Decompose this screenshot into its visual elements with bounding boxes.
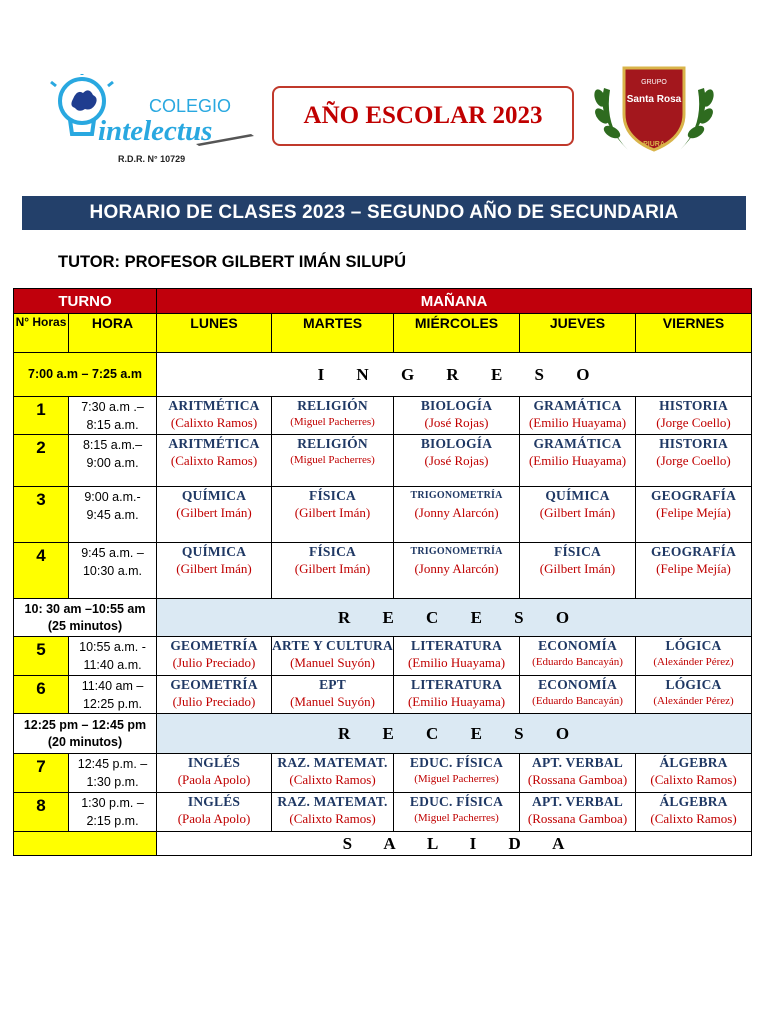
- class-cell: [157, 676, 272, 714]
- subject-name: EDUC. FÍSICA: [409, 794, 504, 809]
- subject-name: ÁLGEBRA: [659, 755, 728, 770]
- teacher-name: (Jonny Alarcón): [414, 561, 499, 576]
- teacher-name: (Emilio Huayama): [407, 655, 506, 670]
- period-end: 9:00 a.m.: [86, 456, 139, 470]
- period-time: [69, 435, 157, 487]
- class-cell: [272, 543, 394, 599]
- period-number: 5: [14, 637, 69, 676]
- teacher-name: (Calixto Ramos): [650, 772, 737, 787]
- ingreso-time-text: 7:00 a.m – 7:25 a.m: [28, 367, 142, 381]
- subject-name: RAZ. MATEMAT.: [277, 755, 388, 770]
- class-cell: [636, 487, 752, 543]
- subject-name: GEOGRAFÍA: [650, 544, 737, 559]
- period-row: [14, 754, 752, 793]
- subject-name: LÓGICA: [665, 677, 722, 692]
- subject-name: ECONOMÍA: [538, 677, 617, 692]
- teacher-name: (Eduardo Bancayán): [532, 695, 623, 707]
- subject-name: ECONOMÍA: [538, 638, 617, 653]
- teacher-name: (Manuel Suyón): [290, 655, 375, 670]
- subject-name: FÍSICA: [309, 488, 356, 503]
- teacher-name: (Gilbert Imán): [294, 505, 371, 520]
- subject-name: ARTE Y CULTURA: [272, 638, 393, 653]
- teacher-name: (Gilbert Imán): [176, 561, 252, 576]
- period-end: 10:30 a.m.: [82, 564, 143, 578]
- teacher-name: (Emilio Huayama): [407, 694, 506, 709]
- class-cell: [636, 754, 752, 793]
- period-time: [69, 637, 157, 676]
- day-header: LUNES: [157, 314, 272, 353]
- class-cell: [157, 754, 272, 793]
- subject-name: HISTORIA: [659, 436, 728, 451]
- period-number: 7: [14, 754, 69, 793]
- class-cell: [394, 793, 520, 832]
- subject-name: EPT: [319, 677, 346, 692]
- class-schedule-table: [13, 288, 752, 856]
- subject-name: TRIGONOMETRÍA: [410, 490, 503, 501]
- day-header: MIÉRCOLES: [394, 314, 520, 353]
- class-cell: [272, 435, 394, 487]
- period-start: 9:00 a.m.-: [84, 490, 141, 504]
- subject-name: APT. VERBAL: [532, 794, 623, 809]
- subject-name: BIOLOGÍA: [420, 398, 493, 413]
- emblem-name: Santa Rosa: [626, 94, 682, 105]
- emblem-city: PIURA: [643, 141, 665, 148]
- class-cell: [157, 793, 272, 832]
- class-cell: [157, 543, 272, 599]
- teacher-name: (Paola Apolo): [177, 811, 251, 826]
- period-end: 1:30 p.m.: [86, 775, 139, 789]
- subject-name: QUÍMICA: [181, 544, 247, 559]
- rdr-number: R.D.R. N° 10729: [118, 154, 186, 164]
- day-header: MARTES: [272, 314, 394, 353]
- teacher-name: (Emilio Huayama): [528, 453, 627, 468]
- recess1-banner: R E C E S O: [157, 599, 752, 637]
- teacher-name: (Paola Apolo): [177, 772, 251, 787]
- teacher-name: (Jorge Coello): [656, 415, 731, 430]
- emblem-group: GRUPO: [641, 79, 667, 86]
- teacher-name: (Rossana Gamboa): [527, 772, 628, 787]
- period-time: [69, 793, 157, 832]
- teacher-name: (Miguel Pacherres): [290, 416, 375, 428]
- class-cell: [520, 637, 636, 676]
- period-number: 3: [14, 487, 69, 543]
- subject-name: QUÍMICA: [545, 488, 610, 503]
- teacher-name: (Rossana Gamboa): [527, 811, 628, 826]
- period-number: 4: [14, 543, 69, 599]
- tutor-line: TUTOR: PROFESOR GILBERT IMÁN SILUPÚ: [58, 253, 407, 271]
- subject-name: RAZ. MATEMAT.: [277, 794, 388, 809]
- class-cell: [394, 487, 520, 543]
- period-row: [14, 435, 752, 487]
- teacher-name: (José Rojas): [424, 453, 489, 468]
- class-cell: [520, 676, 636, 714]
- class-cell: [272, 487, 394, 543]
- class-cell: [157, 435, 272, 487]
- teacher-name: (Gilbert Imán): [539, 505, 616, 520]
- teacher-name: (Gilbert Imán): [294, 561, 371, 576]
- teacher-name: (Gilbert Imán): [176, 505, 252, 520]
- class-cell: [636, 543, 752, 599]
- teacher-name: (Felipe Mejía): [656, 561, 731, 576]
- period-row: [14, 487, 752, 543]
- recess2-time: [14, 714, 157, 754]
- period-end: 9:45 a.m.: [86, 508, 139, 522]
- class-cell: [272, 676, 394, 714]
- teacher-name: (Emilio Huayama): [528, 415, 627, 430]
- class-cell: [394, 637, 520, 676]
- class-cell: [636, 676, 752, 714]
- subject-name: INGLÉS: [187, 794, 241, 809]
- subject-name: EDUC. FÍSICA: [409, 755, 504, 770]
- subject-name: GRAMÁTICA: [533, 398, 622, 413]
- teacher-name: (Calixto Ramos): [289, 811, 376, 826]
- period-end: 2:15 p.m.: [86, 814, 139, 828]
- period-time: [69, 487, 157, 543]
- class-cell: [520, 754, 636, 793]
- period-row: [14, 637, 752, 676]
- class-cell: [636, 435, 752, 487]
- period-time: [69, 676, 157, 714]
- subject-name: HISTORIA: [659, 398, 728, 413]
- period-start: 12:45 p.m. –: [77, 757, 148, 771]
- class-cell: [272, 397, 394, 435]
- subject-name: GEOMETRÍA: [170, 638, 258, 653]
- ingreso-time: [14, 353, 157, 397]
- hour-header: HORA: [69, 314, 157, 353]
- class-cell: [272, 754, 394, 793]
- recess2-banner: R E C E S O: [157, 714, 752, 754]
- school-logo: [46, 74, 256, 166]
- class-cell: [394, 543, 520, 599]
- subject-name: TRIGONOMETRÍA: [410, 546, 503, 557]
- class-cell: [394, 435, 520, 487]
- subject-name: GRAMÁTICA: [533, 436, 622, 451]
- class-cell: [636, 637, 752, 676]
- class-cell: [520, 487, 636, 543]
- manana-header: MAÑANA: [157, 289, 752, 314]
- recess2-time-text: (20 minutos): [47, 734, 123, 749]
- teacher-name: (Eduardo Bancayán): [532, 656, 623, 668]
- subject-name: LITERATURA: [411, 677, 503, 692]
- subject-name: RELIGIÓN: [297, 436, 368, 451]
- class-cell: [272, 793, 394, 832]
- recess1-time: [14, 599, 157, 637]
- subject-name: BIOLOGÍA: [420, 436, 493, 451]
- school-word: COLEGIO: [149, 96, 232, 116]
- period-number: 1: [14, 397, 69, 435]
- period-start: 7:30 a.m .–: [81, 400, 144, 414]
- salida-banner: S A L I D A: [157, 832, 752, 856]
- subject-name: RELIGIÓN: [297, 398, 368, 413]
- period-start: 10:55 a.m. -: [79, 640, 146, 654]
- subject-name: ARITMÉTICA: [168, 436, 260, 451]
- school-year-title: AÑO ESCOLAR 2023: [272, 86, 574, 146]
- class-cell: [157, 397, 272, 435]
- teacher-name: (Miguel Pacherres): [290, 454, 375, 466]
- day-header: JUEVES: [520, 314, 636, 353]
- teacher-name: (Alexánder Pérez): [653, 695, 734, 707]
- subject-name: QUÍMICA: [181, 488, 247, 503]
- period-start: 1:30 p.m. –: [81, 796, 144, 810]
- class-cell: [394, 397, 520, 435]
- recess1-time-text: 10: 30 am –10:55 am: [24, 601, 146, 616]
- santa-rosa-emblem: [588, 58, 720, 162]
- teacher-name: (Miguel Pacherres): [414, 773, 499, 785]
- class-cell: [520, 543, 636, 599]
- subject-name: FÍSICA: [309, 544, 356, 559]
- teacher-name: (Alexánder Pérez): [653, 656, 734, 668]
- num-hours-header: N° Horas: [14, 314, 69, 353]
- period-number: 2: [14, 435, 69, 487]
- period-row: [14, 543, 752, 599]
- period-time: [69, 397, 157, 435]
- teacher-name: (Manuel Suyón): [290, 694, 375, 709]
- subject-name: LÓGICA: [665, 638, 722, 653]
- teacher-name: (Miguel Pacherres): [414, 812, 499, 824]
- period-row: [14, 397, 752, 435]
- teacher-name: (Felipe Mejía): [656, 505, 731, 520]
- class-cell: [636, 793, 752, 832]
- recess2-time-text: 12:25 pm – 12:45 pm: [23, 717, 147, 732]
- teacher-name: (José Rojas): [424, 415, 489, 430]
- teacher-name: (Julio Preciado): [172, 694, 256, 709]
- teacher-name: (Calixto Ramos): [170, 453, 258, 468]
- class-cell: [157, 487, 272, 543]
- subject-name: INGLÉS: [187, 755, 241, 770]
- class-cell: [157, 637, 272, 676]
- school-name: intelectus: [98, 115, 213, 147]
- recess1-time-text: (25 minutos): [47, 618, 123, 633]
- day-header: VIERNES: [636, 314, 752, 353]
- class-cell: [636, 397, 752, 435]
- period-end: 11:40 a.m.: [83, 658, 142, 672]
- period-end: 12:25 p.m.: [82, 697, 143, 711]
- teacher-name: (Calixto Ramos): [170, 415, 258, 430]
- period-end: 8:15 a.m.: [86, 418, 139, 432]
- period-start: 9:45 a.m. –: [81, 546, 144, 560]
- teacher-name: (Calixto Ramos): [289, 772, 376, 787]
- period-start: 11:40 am –: [81, 679, 144, 693]
- class-cell: [520, 435, 636, 487]
- subject-name: GEOGRAFÍA: [650, 488, 737, 503]
- subject-name: FÍSICA: [554, 544, 601, 559]
- class-cell: [520, 397, 636, 435]
- period-number: 8: [14, 793, 69, 832]
- class-cell: [394, 676, 520, 714]
- subject-name: APT. VERBAL: [532, 755, 623, 770]
- period-time: [69, 754, 157, 793]
- class-cell: [520, 793, 636, 832]
- period-start: 8:15 a.m.–: [82, 438, 143, 452]
- teacher-name: (Jorge Coello): [656, 453, 731, 468]
- class-cell: [272, 637, 394, 676]
- teacher-name: (Jonny Alarcón): [414, 505, 499, 520]
- subject-name: GEOMETRÍA: [170, 677, 258, 692]
- period-number: 6: [14, 676, 69, 714]
- class-cell: [394, 754, 520, 793]
- teacher-name: (Calixto Ramos): [650, 811, 737, 826]
- period-row: [14, 676, 752, 714]
- ingreso-banner: I N G R E S O: [157, 353, 752, 397]
- subject-name: ARITMÉTICA: [168, 398, 260, 413]
- turno-header: TURNO: [14, 289, 157, 314]
- salida-time: [14, 832, 157, 856]
- subject-name: ÁLGEBRA: [659, 794, 728, 809]
- period-time: [69, 543, 157, 599]
- teacher-name: (Julio Preciado): [172, 655, 256, 670]
- schedule-title-banner: HORARIO DE CLASES 2023 – SEGUNDO AÑO DE SECUNDARIA: [22, 196, 746, 230]
- period-row: [14, 793, 752, 832]
- subject-name: LITERATURA: [411, 638, 503, 653]
- teacher-name: (Gilbert Imán): [539, 561, 616, 576]
